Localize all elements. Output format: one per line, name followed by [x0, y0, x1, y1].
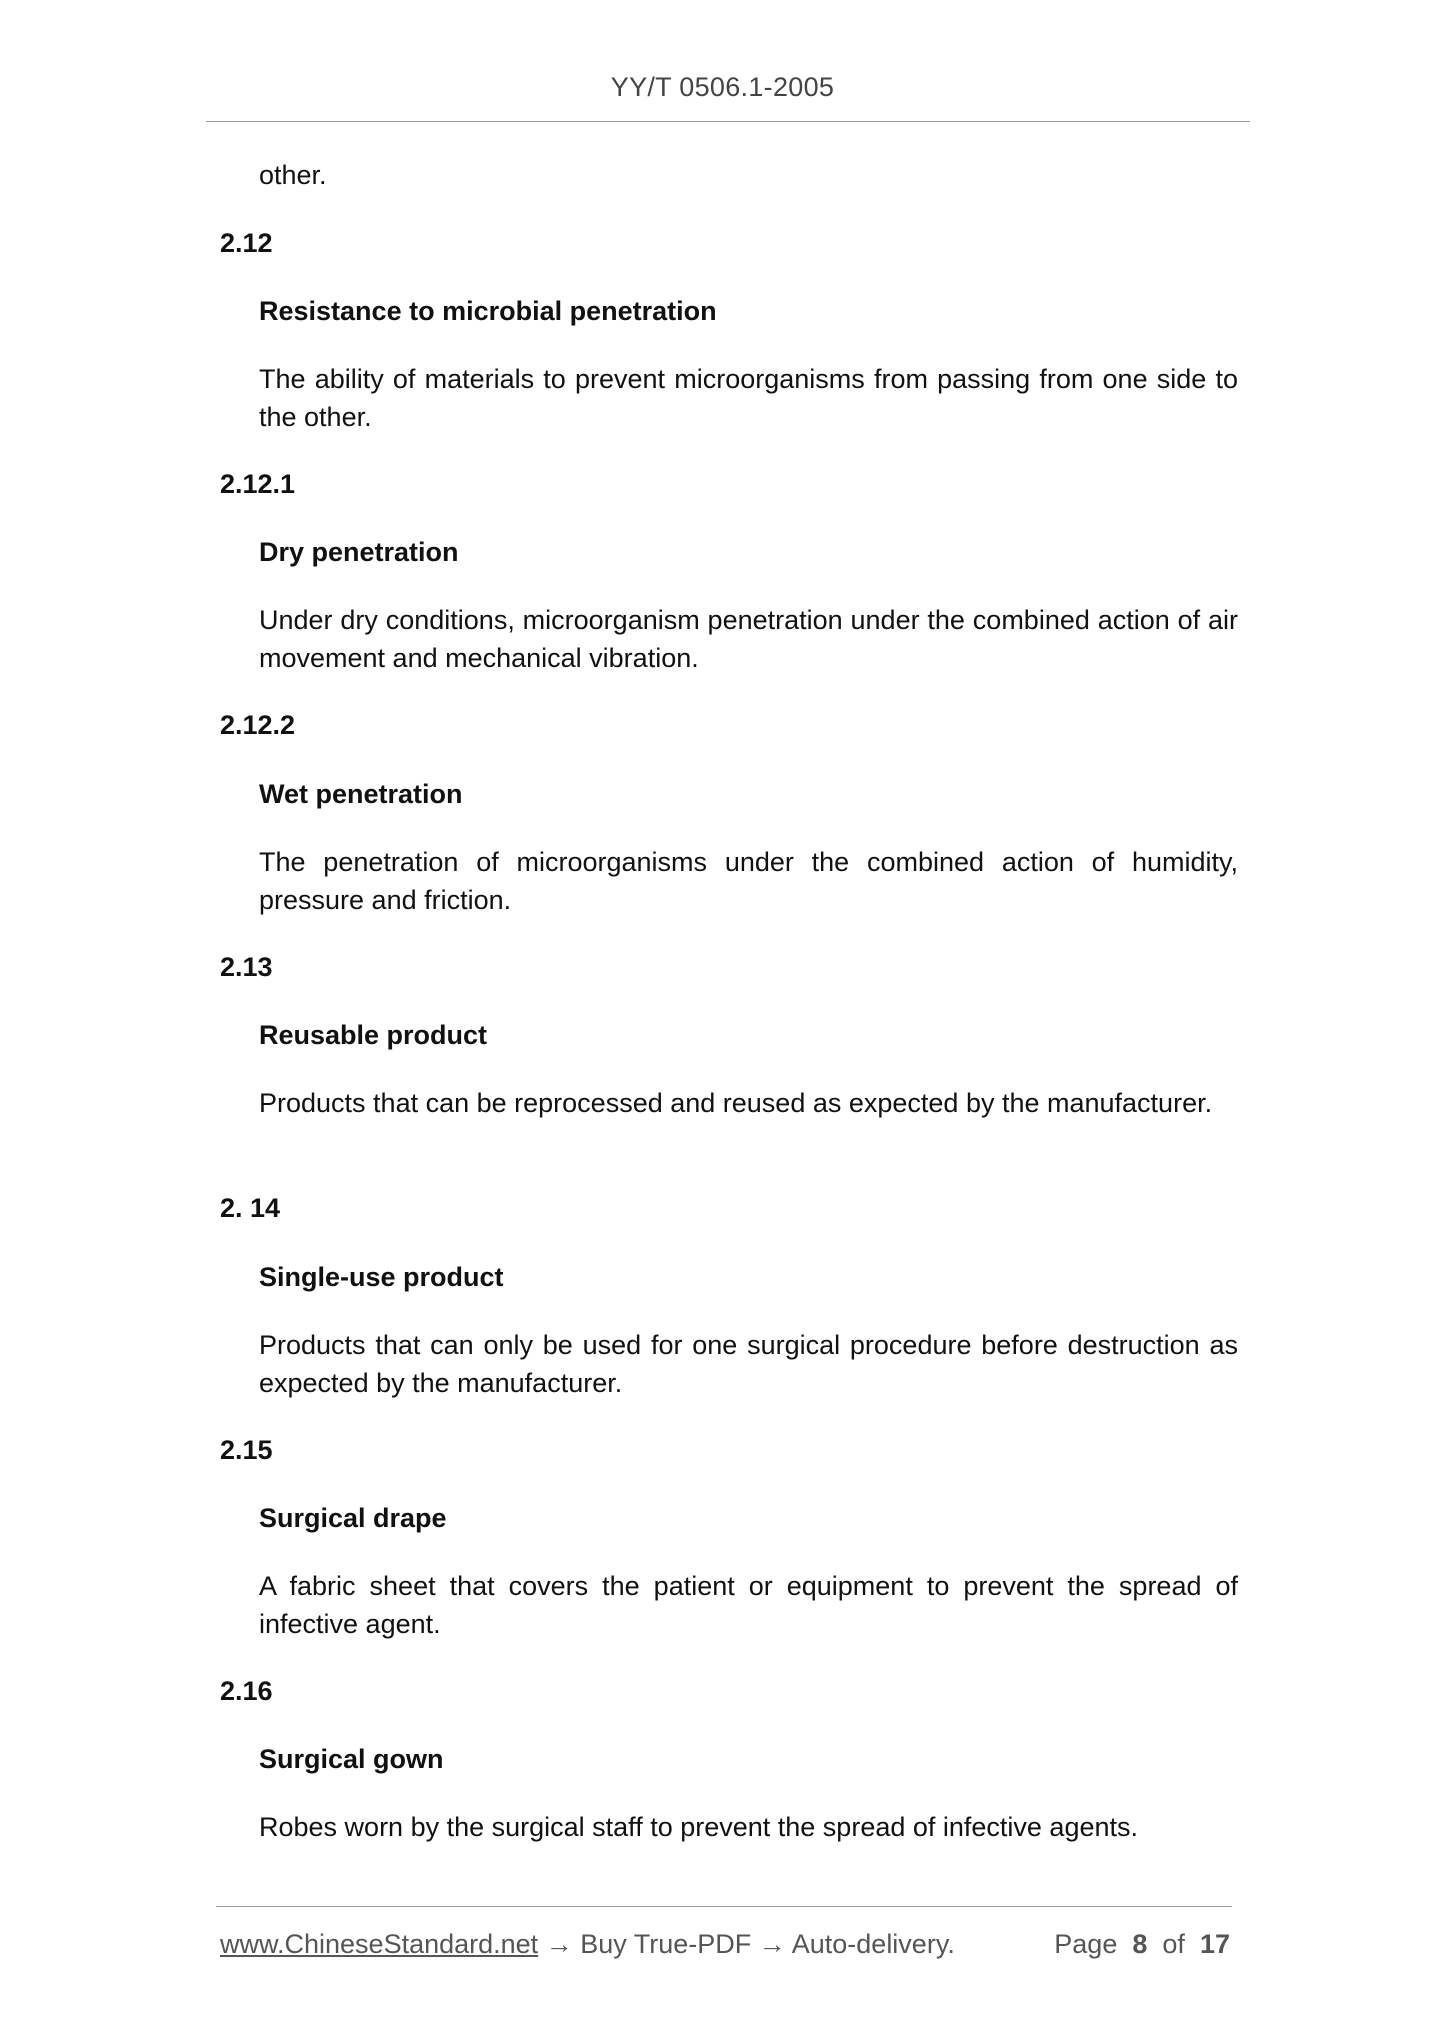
total-pages: 17 [1199, 1929, 1230, 1959]
section-number: 2.12 [220, 228, 273, 258]
of-label: of [1162, 1929, 1185, 1959]
page-footer [220, 1925, 1230, 1963]
term-heading: Surgical gown [259, 1744, 444, 1774]
term-definition: A fabric sheet that covers the patient or equipment to prevent the spread of infective agent. [259, 1571, 1238, 1639]
continuation-text: other. [259, 160, 327, 190]
term-definition: Robes worn by the surgical staff to prevent the spread of infective agents. [259, 1812, 1139, 1842]
term-definition: The ability of materials to prevent microorganisms from passing from one side to the other. [259, 364, 1238, 432]
term-definition: Under dry conditions, microorganism penetration under the combined action of air movement and mechanical vibration. [259, 605, 1238, 673]
footer-promo-text: → Buy True-PDF → Auto-delivery. [538, 1929, 955, 1959]
term-heading: Wet penetration [259, 779, 463, 809]
section-number: 2.12.1 [220, 469, 296, 499]
section-number: 2.16 [220, 1676, 273, 1706]
page-indicator [1054, 1925, 1230, 1963]
section-number: 2.12.2 [220, 710, 296, 740]
term-heading: Surgical drape [259, 1503, 447, 1533]
section-number: 2. 14 [220, 1193, 281, 1223]
section-number: 2.15 [220, 1435, 273, 1465]
term-heading: Single-use product [259, 1262, 504, 1292]
term-heading: Dry penetration [259, 537, 459, 567]
term-heading: Reusable product [259, 1020, 488, 1050]
page-label: Page [1054, 1929, 1118, 1959]
section-number: 2.13 [220, 952, 273, 982]
term-heading: Resistance to microbial penetration [259, 296, 717, 326]
term-definition: Products that can only be used for one surgical procedure before destruction as expected by the manufacturer. [259, 1330, 1238, 1398]
footer-divider [216, 1906, 1232, 1907]
term-definition: Products that can be reprocessed and reused as expected by the manufacturer. [259, 1088, 1213, 1118]
header-divider [206, 121, 1250, 122]
term-definition: The penetration of microorganisms under the combined action of humidity, pressure and friction. [259, 847, 1238, 915]
website-link[interactable]: www.ChineseStandard.net [220, 1929, 539, 1959]
standard-code: YY/T 0506.1-2005 [610, 72, 835, 102]
current-page-number: 8 [1132, 1929, 1148, 1959]
